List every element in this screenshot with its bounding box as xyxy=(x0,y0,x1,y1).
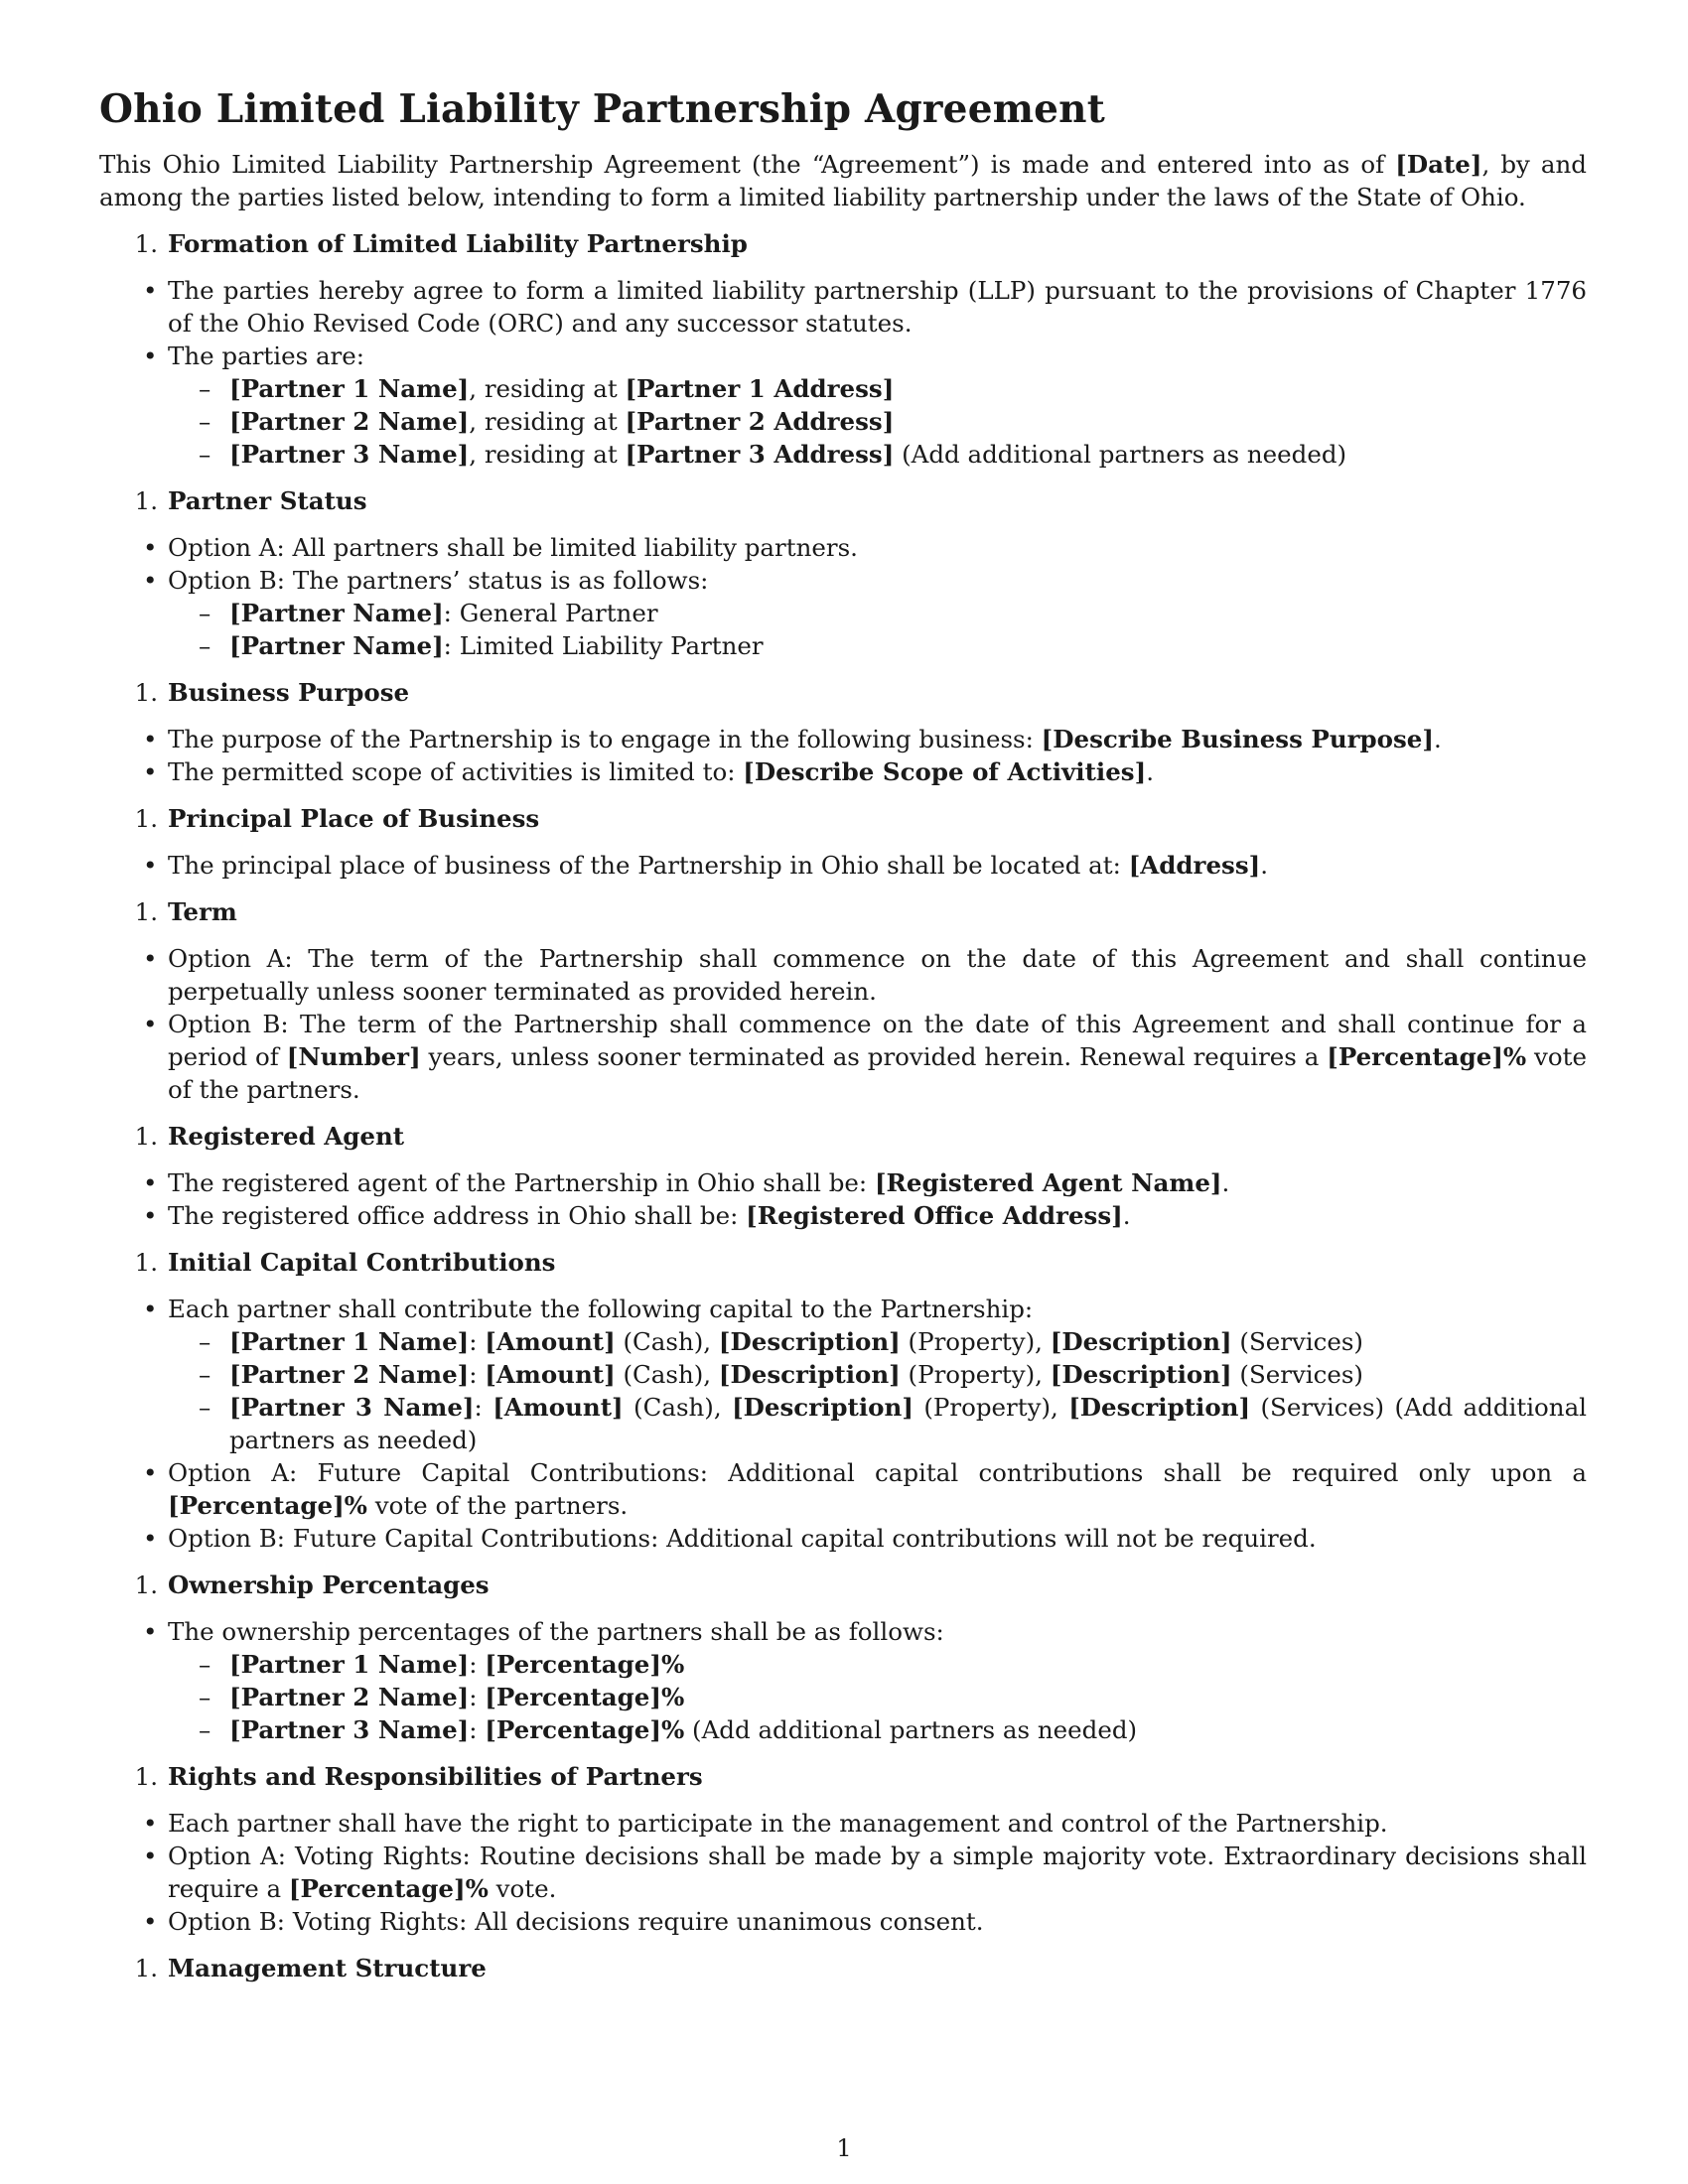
list-item xyxy=(99,1456,1587,1522)
item-text: (Cash), xyxy=(623,1393,733,1422)
partner-address: [Partner 1 Address] xyxy=(625,374,895,403)
item-text: The principal place of business of the Partnership in Ohio shall be located at: xyxy=(168,851,1129,880)
percentage-placeholder: [Percentage]% xyxy=(1327,1042,1527,1071)
description-placeholder: [Description] xyxy=(718,1360,901,1389)
section-title: Registered Agent xyxy=(168,1122,405,1151)
owner-item: – [Partner 3 Name]: [Percentage]% (Add additional partners as needed) xyxy=(168,1713,1587,1746)
amount-placeholder: [Amount] xyxy=(485,1360,616,1389)
item-text: (Property), xyxy=(900,1360,1051,1389)
contribution-item: – [Partner 3 Name]: [Amount] (Cash), [Description] (Property), [Description] (Services) (Add additional partners as needed) xyxy=(168,1391,1587,1456)
partner-status-list xyxy=(99,531,1587,662)
list-item xyxy=(99,564,1587,662)
list-item xyxy=(99,531,1587,564)
item-text: Option B: Voting Rights: All decisions require unanimous consent. xyxy=(168,1907,984,1936)
status-list xyxy=(168,597,1587,662)
section-number: 1. xyxy=(134,229,158,258)
partner-name: [Partner 3 Name] xyxy=(229,1715,470,1744)
item-text: (Property), xyxy=(900,1327,1051,1356)
item-text: (Cash), xyxy=(615,1360,719,1389)
section-heading-capital-contributions xyxy=(99,1246,1587,1279)
section-heading-partner-status xyxy=(99,484,1587,517)
contribution-item: – [Partner 1 Name]: [Amount] (Cash), [Description] (Property), [Description] (Services) xyxy=(168,1325,1587,1358)
item-text: . xyxy=(1146,757,1154,786)
partner-name: [Partner 3 Name] xyxy=(229,1393,475,1422)
item-text: . xyxy=(1221,1168,1230,1197)
section-heading-ownership xyxy=(99,1569,1587,1601)
section-number: 1. xyxy=(134,1762,158,1791)
document-page xyxy=(99,84,1587,2070)
item-text: , residing at xyxy=(469,440,626,469)
item-text: Option A: Voting Rights: Routine decisions shall be made by a simple majority vote. Extraordinary decisions shall require a xyxy=(168,1842,1587,1903)
registered-agent-list xyxy=(99,1166,1587,1232)
item-text: (Cash), xyxy=(615,1327,719,1356)
purpose-placeholder: [Describe Business Purpose] xyxy=(1041,725,1434,753)
item-text: . xyxy=(1122,1201,1131,1230)
percentage-placeholder: [Percentage]% xyxy=(485,1715,685,1744)
item-text: : Limited Liability Partner xyxy=(443,631,764,660)
list-item xyxy=(99,1293,1587,1456)
status-item xyxy=(168,597,1587,629)
section-number: 1. xyxy=(134,1248,158,1277)
item-text: (Add additional partners as needed) xyxy=(684,1715,1138,1744)
item-text: Option B: Future Capital Contributions: Additional capital contributions will not be required. xyxy=(168,1524,1317,1553)
description-placeholder: [Description] xyxy=(718,1327,901,1356)
list-item xyxy=(99,1615,1587,1746)
item-text: , residing at xyxy=(469,374,626,403)
section-number: 1. xyxy=(134,1122,158,1151)
partner-name: [Partner 2 Name] xyxy=(229,1683,470,1711)
partner-name: [Partner 1 Name] xyxy=(229,1650,470,1679)
intro-paragraph xyxy=(99,148,1587,213)
item-text: (Services) (Add additional partners as needed) xyxy=(229,1393,1588,1454)
item-text: (Add additional partners as needed) xyxy=(894,440,1347,469)
item-text: : General Partner xyxy=(443,599,658,627)
scope-placeholder: [Describe Scope of Activities] xyxy=(743,757,1147,786)
list-item xyxy=(99,849,1587,882)
section-number: 1. xyxy=(134,1954,158,1982)
list-item xyxy=(99,1199,1587,1232)
parties-list xyxy=(168,372,1587,471)
item-text: years, unless sooner terminated as provided herein. Renewal requires a xyxy=(420,1042,1328,1071)
status-item xyxy=(168,629,1587,662)
list-item xyxy=(99,1166,1587,1199)
partner-name: [Partner 2 Name] xyxy=(229,407,470,436)
date-placeholder: [Date] xyxy=(1395,150,1482,179)
section-heading-registered-agent xyxy=(99,1120,1587,1153)
section-heading-rights xyxy=(99,1760,1587,1793)
contributions-list xyxy=(168,1325,1587,1456)
item-text: The purpose of the Partnership is to engage in the following business: xyxy=(168,725,1042,753)
intro-text-end: , by and among the parties listed below, intending to form a limited liability partnership under the laws of the State of Ohio. xyxy=(99,150,1587,211)
section-title: Rights and Responsibilities of Partners xyxy=(168,1762,703,1791)
item-text: . xyxy=(1260,851,1269,880)
section-title: Ownership Percentages xyxy=(168,1570,490,1599)
item-text: (Property), xyxy=(913,1393,1069,1422)
intro-text: This Ohio Limited Liability Partnership Agreement (the “Agreement”) is made and entered into as of xyxy=(99,150,1396,179)
party-item xyxy=(168,405,1587,438)
item-text: Option A: The term of the Partnership shall commence on the date of this Agreement and shall continue perpetually unless sooner terminated as provided herein. xyxy=(168,944,1587,1006)
item-text: , residing at xyxy=(469,407,626,436)
partner-name: [Partner Name] xyxy=(229,631,444,660)
page-number: 1 xyxy=(836,2134,852,2162)
item-text: . xyxy=(1433,725,1442,753)
percentage-placeholder: [Percentage]% xyxy=(168,1491,367,1520)
section-heading-principal-place xyxy=(99,802,1587,835)
list-item xyxy=(99,1008,1587,1106)
percentage-placeholder: [Percentage]% xyxy=(485,1650,685,1679)
section-number: 1. xyxy=(134,1570,158,1599)
list-item xyxy=(99,1905,1587,1938)
capital-list xyxy=(99,1293,1587,1555)
section-title: Principal Place of Business xyxy=(168,804,540,833)
contribution-item: – [Partner 2 Name]: [Amount] (Cash), [Description] (Property), [Description] (Services) xyxy=(168,1358,1587,1391)
section-title: Formation of Limited Liability Partnership xyxy=(168,229,748,258)
address-placeholder: [Address] xyxy=(1128,851,1261,880)
section-heading-management xyxy=(99,1952,1587,1984)
item-text: The registered office address in Ohio shall be: xyxy=(168,1201,747,1230)
item-text: Option A: Future Capital Contributions: Additional capital contributions shall be required only upon a xyxy=(168,1458,1587,1487)
item-text: Each partner shall contribute the following capital to the Partnership: xyxy=(168,1295,1034,1323)
item-text: The parties are: xyxy=(168,341,365,370)
amount-placeholder: [Amount] xyxy=(485,1327,616,1356)
percentage-placeholder: [Percentage]% xyxy=(485,1683,685,1711)
section-title: Partner Status xyxy=(168,486,367,515)
list-item xyxy=(99,1840,1587,1905)
item-text: The permitted scope of activities is limited to: xyxy=(168,757,744,786)
owners-list xyxy=(168,1648,1587,1746)
percentage-placeholder: [Percentage]% xyxy=(288,1874,489,1903)
partner-name: [Partner 2 Name] xyxy=(229,1360,470,1389)
section-number: 1. xyxy=(134,486,158,515)
office-address-placeholder: [Registered Office Address] xyxy=(746,1201,1123,1230)
formation-list xyxy=(99,274,1587,471)
section-title: Management Structure xyxy=(168,1954,487,1982)
item-text: (Services) xyxy=(1231,1327,1363,1356)
section-title: Initial Capital Contributions xyxy=(168,1248,556,1277)
item-text: Each partner shall have the right to participate in the management and control of the Partnership. xyxy=(168,1809,1388,1838)
agent-name-placeholder: [Registered Agent Name] xyxy=(874,1168,1222,1197)
partner-address: [Partner 3 Address] xyxy=(625,440,895,469)
item-text: vote. xyxy=(488,1874,557,1903)
number-placeholder: [Number] xyxy=(286,1042,421,1071)
item-text: vote of the partners. xyxy=(168,1042,1587,1104)
section-number: 1. xyxy=(134,897,158,926)
list-item xyxy=(99,755,1587,788)
party-item xyxy=(168,372,1587,405)
partner-name: [Partner 3 Name] xyxy=(229,440,470,469)
section-number: 1. xyxy=(134,678,158,707)
list-item xyxy=(99,274,1587,340)
owner-item: – [Partner 1 Name]: [Percentage]% xyxy=(168,1648,1587,1681)
section-title: Term xyxy=(168,897,237,926)
description-placeholder: [Description] xyxy=(1050,1327,1232,1356)
list-item xyxy=(99,340,1587,471)
section-heading-term xyxy=(99,895,1587,928)
item-text: Option B: The term of the Partnership shall commence on the date of this Agreement and shall continue for a period of xyxy=(168,1010,1587,1071)
document-title: Ohio Limited Liability Partnership Agreement xyxy=(99,86,1105,132)
owner-item: – [Partner 2 Name]: [Percentage]% xyxy=(168,1681,1587,1713)
principal-place-list xyxy=(99,849,1587,882)
business-purpose-list xyxy=(99,723,1587,788)
item-text: The ownership percentages of the partners shall be as follows: xyxy=(168,1617,944,1646)
list-item xyxy=(99,723,1587,755)
party-item xyxy=(168,438,1587,471)
section-heading-formation xyxy=(99,227,1587,260)
description-placeholder: [Description] xyxy=(1050,1360,1232,1389)
partner-name: [Partner 1 Name] xyxy=(229,1327,470,1356)
item-text: Option A: All partners shall be limited liability partners. xyxy=(168,533,858,562)
rights-list xyxy=(99,1807,1587,1938)
partner-name: [Partner Name] xyxy=(229,599,444,627)
list-item xyxy=(99,1522,1587,1555)
list-item xyxy=(99,1807,1587,1840)
item-text: The parties hereby agree to form a limited liability partnership (LLP) pursuant to the provisions of Chapter 1776 of the Ohio Revised Code (ORC) and any successor statutes. xyxy=(168,276,1587,338)
amount-placeholder: [Amount] xyxy=(492,1393,624,1422)
item-text: vote of the partners. xyxy=(366,1491,629,1520)
item-text: Option B: The partners’ status is as follows: xyxy=(168,566,709,595)
partner-address: [Partner 2 Address] xyxy=(625,407,895,436)
description-placeholder: [Description] xyxy=(1068,1393,1251,1422)
section-heading-business-purpose xyxy=(99,676,1587,709)
item-text: The registered agent of the Partnership in Ohio shall be: xyxy=(168,1168,875,1197)
list-item xyxy=(99,942,1587,1008)
partner-name: [Partner 1 Name] xyxy=(229,374,470,403)
term-list xyxy=(99,942,1587,1106)
section-title: Business Purpose xyxy=(168,678,410,707)
ownership-list xyxy=(99,1615,1587,1746)
section-number: 1. xyxy=(134,804,158,833)
item-text: (Services) xyxy=(1231,1360,1363,1389)
description-placeholder: [Description] xyxy=(732,1393,914,1422)
